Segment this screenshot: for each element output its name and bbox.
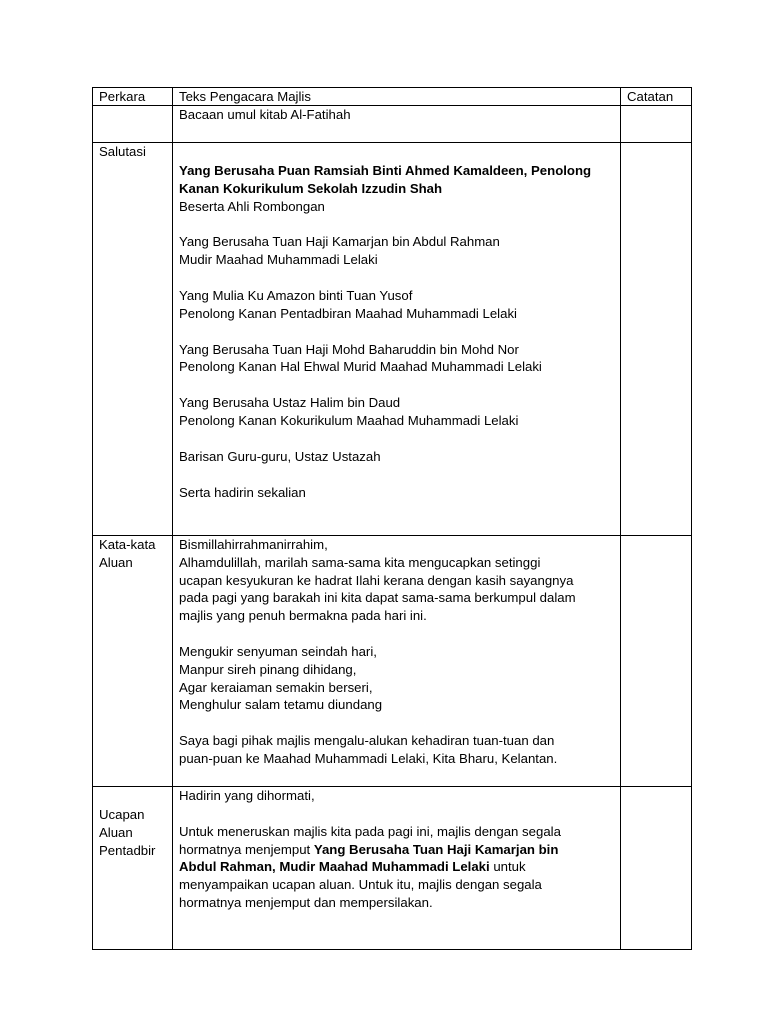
invitation-line-2-bold: Yang Berusaha Tuan Haji Kamarjan bin — [313, 841, 559, 857]
cell-perkara-empty — [93, 106, 173, 143]
cell-aluan-label — [93, 536, 173, 787]
salutation-block-1 — [179, 162, 616, 215]
salutation-1-line-3: Beserta Ahli Rombongan — [179, 198, 325, 214]
pantun-line-3: Agar keraiaman semakin berseri, — [179, 679, 373, 695]
salutation-5-line-2: Penolong Kanan Kokurikulum Maahad Muhammadi Lelaki — [179, 412, 519, 428]
aluan-label-line-1: Kata-kata — [99, 537, 156, 552]
pentadbir-greeting-block — [179, 787, 616, 805]
invitation-line-3-bold: Abdul Rahman, Mudir Maahad Muhammadi Lelaki — [179, 859, 490, 875]
aluan-pantun — [179, 643, 616, 714]
salutation-block-2 — [179, 233, 616, 269]
salutation-block-7 — [179, 484, 616, 502]
cell-fatihah-text — [173, 106, 621, 143]
table-row-kata-aluan — [93, 536, 692, 787]
salutation-4-line-1: Yang Berusaha Tuan Haji Mohd Baharuddin bin Mohd Nor — [179, 341, 519, 357]
invitation-line-3 — [179, 858, 616, 876]
salutation-3-line-2: Penolong Kanan Pentadbiran Maahad Muhammadi Lelaki — [179, 305, 517, 321]
invitation-line-3-plain: untuk — [489, 859, 526, 875]
salutation-block-5 — [179, 394, 616, 430]
cell-pentadbir-label — [93, 787, 173, 950]
salutation-7-line-1: Serta hadirin sekalian — [179, 484, 306, 500]
table-row-ucapan-pentadbir — [93, 787, 692, 950]
header-perkara: Perkara — [93, 88, 173, 106]
pentadbir-label-line-2: Aluan — [99, 824, 133, 840]
salutation-1-line-2: Kanan Kokurikulum Sekolah Izzudin Shah — [179, 180, 443, 196]
aluan-p1-line-3: ucapan kesyukuran ke hadrat Ilahi kerana dengan kasih sayangnya — [179, 572, 574, 588]
invitation-line-2-plain: hormatnya menjemput — [179, 841, 314, 857]
aluan-p1-line-2: Alhamdulillah, marilah sama-sama kita mengucapkan setinggi — [179, 554, 541, 570]
aluan-p1-line-4: pada pagi yang barakah ini kita dapat sama-sama berkumpul dalam — [179, 590, 576, 606]
salutation-5-line-1: Yang Berusaha Ustaz Halim bin Daud — [179, 395, 401, 411]
salutation-1-line-1: Yang Berusaha Puan Ramsiah Binti Ahmed Kamaldeen, Penolong — [179, 163, 592, 178]
cell-catatan-empty — [621, 536, 692, 787]
pantun-line-2: Manpur sireh pinang dihidang, — [179, 661, 357, 677]
fatihah-text: Bacaan umul kitab Al-Fatihah — [179, 107, 351, 122]
invitation-line-1: Untuk meneruskan majlis kita pada pagi ini, majlis dengan segala — [179, 823, 561, 839]
cell-salutasi-label — [93, 143, 173, 536]
salutation-2-line-1: Yang Berusaha Tuan Haji Kamarjan bin Abdul Rahman — [179, 234, 500, 250]
pentadbir-invitation — [179, 823, 616, 912]
cell-aluan-text — [173, 536, 621, 787]
aluan-p3-line-1: Saya bagi pihak majlis mengalu-alukan kehadiran tuan-tuan dan — [179, 733, 555, 749]
table-row-fatihah — [93, 106, 692, 143]
salutation-3-line-1: Yang Mulia Ku Amazon binti Tuan Yusof — [179, 287, 413, 303]
header-teks-pengacara: Teks Pengacara Majlis — [173, 88, 621, 106]
pentadbir-label-line-3: Pentadbir — [99, 842, 156, 858]
salutation-block-6 — [179, 448, 616, 466]
pantun-line-1: Mengukir senyuman seindah hari, — [179, 643, 377, 659]
aluan-p1-line-5: majlis yang penuh bermakna pada hari ini. — [179, 608, 427, 624]
salutation-4-line-2: Penolong Kanan Hal Ehwal Murid Maahad Muhammadi Lelaki — [179, 359, 542, 375]
cell-salutasi-text — [173, 143, 621, 536]
cell-catatan-empty — [621, 143, 692, 536]
aluan-paragraph-3 — [179, 732, 616, 768]
program-table — [92, 87, 692, 950]
table-header-row — [93, 88, 692, 106]
pantun-line-4: Menghulur salam tetamu diundang — [179, 697, 383, 713]
aluan-p3-line-2: puan-puan ke Maahad Muhammadi Lelaki, Kita Bharu, Kelantan. — [179, 750, 558, 766]
table-row-salutasi — [93, 143, 692, 536]
invitation-line-5: hormatnya menjemput dan mempersilakan. — [179, 894, 433, 910]
invitation-line-4: menyampaikan ucapan aluan. Untuk itu, majlis dengan segala — [179, 877, 542, 893]
pentadbir-label-line-1: Ucapan — [99, 807, 145, 822]
salutation-block-3 — [179, 287, 616, 323]
salutation-6-line-1: Barisan Guru-guru, Ustaz Ustazah — [179, 448, 381, 464]
pentadbir-greeting: Hadirin yang dihormati, — [179, 788, 315, 803]
invitation-line-2 — [179, 841, 616, 859]
cell-catatan-empty — [621, 106, 692, 143]
salutation-2-line-2: Mudir Maahad Muhammadi Lelaki — [179, 252, 378, 268]
aluan-paragraph-1 — [179, 536, 616, 625]
aluan-p1-line-1: Bismillahirrahmanirrahim, — [179, 537, 328, 552]
salutasi-label: Salutasi — [99, 144, 146, 159]
cell-catatan-empty — [621, 787, 692, 950]
salutation-block-4 — [179, 341, 616, 377]
aluan-label-line-2: Aluan — [99, 554, 133, 570]
cell-pentadbir-text — [173, 787, 621, 950]
header-catatan: Catatan — [621, 88, 692, 106]
